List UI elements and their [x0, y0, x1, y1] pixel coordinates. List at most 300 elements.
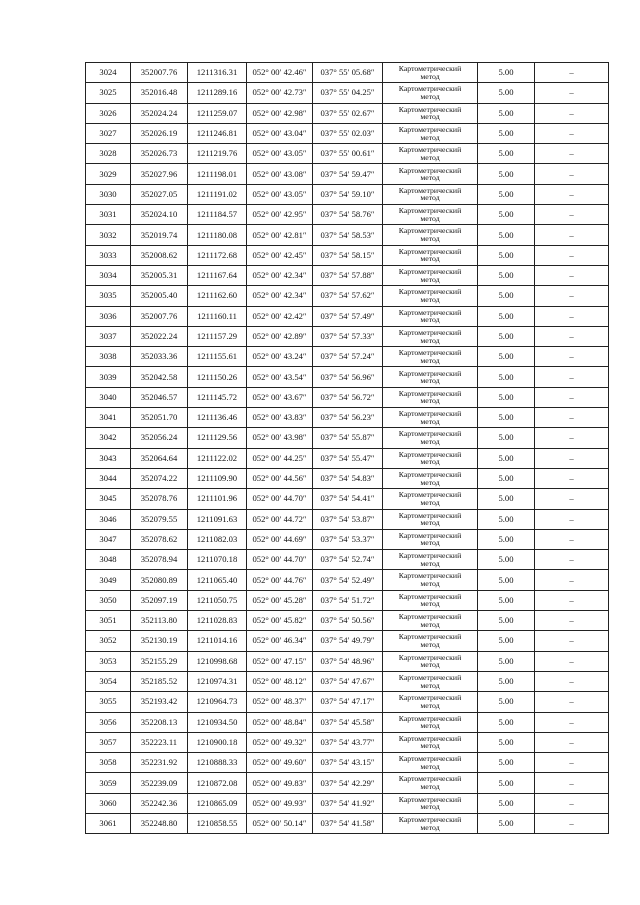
- note-cell: –: [535, 489, 609, 509]
- y-coordinate-cell: 1211014.16: [188, 631, 247, 651]
- method-line-2: метод: [420, 436, 440, 446]
- latitude-cell: 052° 00′ 49.60″: [247, 753, 313, 773]
- longitude-cell: 037° 55′ 02.67″: [313, 103, 383, 123]
- method-line-1: Картометрический: [398, 145, 462, 155]
- x-coordinate-cell: 352208.13: [131, 712, 188, 732]
- method-line-1: Картометрический: [398, 348, 462, 358]
- table-row: [86, 509, 609, 529]
- method-cell: [383, 184, 478, 204]
- latitude-cell: 052° 00′ 43.08″: [247, 164, 313, 184]
- longitude-cell: 037° 54′ 59.47″: [313, 164, 383, 184]
- x-coordinate-cell: 352079.55: [131, 509, 188, 529]
- method-line-2: метод: [420, 680, 440, 690]
- point-number-cell: 3059: [86, 773, 131, 793]
- method-line-1: Картометрический: [398, 469, 462, 479]
- accuracy-cell: 5.00: [478, 651, 535, 671]
- point-number-cell: 3031: [86, 205, 131, 225]
- point-number-cell: 3048: [86, 550, 131, 570]
- table-row: [86, 225, 609, 245]
- method-cell: [383, 773, 478, 793]
- longitude-cell: 037° 54′ 57.24″: [313, 347, 383, 367]
- accuracy-cell: 5.00: [478, 286, 535, 306]
- table-row: [86, 793, 609, 813]
- method-line-1: Картометрический: [398, 185, 462, 195]
- method-cell: [383, 671, 478, 691]
- point-number-cell: 3024: [86, 63, 131, 83]
- x-coordinate-cell: 352248.80: [131, 813, 188, 833]
- method-line-1: Картометрический: [398, 754, 462, 764]
- note-cell: –: [535, 468, 609, 488]
- latitude-cell: 052° 00′ 42.73″: [247, 83, 313, 103]
- x-coordinate-cell: 352231.92: [131, 753, 188, 773]
- method-line-2: метод: [420, 396, 440, 406]
- y-coordinate-cell: 1210934.50: [188, 712, 247, 732]
- method-line-1: Картометрический: [398, 530, 462, 540]
- method-line-2: метод: [420, 416, 440, 426]
- note-cell: –: [535, 306, 609, 326]
- x-coordinate-cell: 352016.48: [131, 83, 188, 103]
- table-row: [86, 306, 609, 326]
- table-row: [86, 123, 609, 143]
- y-coordinate-cell: 1211109.90: [188, 468, 247, 488]
- method-line-1: Картометрический: [398, 429, 462, 439]
- method-cell: [383, 529, 478, 549]
- table-row: [86, 387, 609, 407]
- method-line-2: метод: [420, 254, 440, 264]
- longitude-cell: 037° 54′ 57.49″: [313, 306, 383, 326]
- latitude-cell: 052° 00′ 44.25″: [247, 448, 313, 468]
- longitude-cell: 037° 54′ 51.72″: [313, 590, 383, 610]
- accuracy-cell: 5.00: [478, 245, 535, 265]
- x-coordinate-cell: 352078.94: [131, 550, 188, 570]
- method-line-2: метод: [420, 639, 440, 649]
- point-number-cell: 3042: [86, 428, 131, 448]
- y-coordinate-cell: 1210872.08: [188, 773, 247, 793]
- y-coordinate-cell: 1211145.72: [188, 387, 247, 407]
- accuracy-cell: 5.00: [478, 83, 535, 103]
- longitude-cell: 037° 54′ 41.58″: [313, 813, 383, 833]
- method-line-2: метод: [420, 761, 440, 771]
- coordinates-table-body: [86, 63, 609, 834]
- x-coordinate-cell: 352027.05: [131, 184, 188, 204]
- longitude-cell: 037° 54′ 42.29″: [313, 773, 383, 793]
- note-cell: –: [535, 164, 609, 184]
- y-coordinate-cell: 1211191.02: [188, 184, 247, 204]
- longitude-cell: 037° 54′ 48.96″: [313, 651, 383, 671]
- method-line-2: метод: [420, 782, 440, 792]
- point-number-cell: 3041: [86, 408, 131, 428]
- point-number-cell: 3036: [86, 306, 131, 326]
- latitude-cell: 052° 00′ 43.05″: [247, 144, 313, 164]
- table-row: [86, 164, 609, 184]
- method-line-2: метод: [420, 700, 440, 710]
- longitude-cell: 037° 54′ 47.17″: [313, 692, 383, 712]
- note-cell: –: [535, 692, 609, 712]
- table-row: [86, 103, 609, 123]
- y-coordinate-cell: 1211259.07: [188, 103, 247, 123]
- method-line-2: метод: [420, 355, 440, 365]
- x-coordinate-cell: 352239.09: [131, 773, 188, 793]
- longitude-cell: 037° 54′ 43.15″: [313, 753, 383, 773]
- point-number-cell: 3028: [86, 144, 131, 164]
- note-cell: –: [535, 793, 609, 813]
- note-cell: –: [535, 753, 609, 773]
- accuracy-cell: 5.00: [478, 793, 535, 813]
- method-cell: [383, 205, 478, 225]
- table-row: [86, 144, 609, 164]
- table-row: [86, 590, 609, 610]
- y-coordinate-cell: 1210888.33: [188, 753, 247, 773]
- accuracy-cell: 5.00: [478, 529, 535, 549]
- method-line-1: Картометрический: [398, 510, 462, 520]
- table-row: [86, 448, 609, 468]
- latitude-cell: 052° 00′ 48.37″: [247, 692, 313, 712]
- method-line-2: метод: [420, 457, 440, 467]
- method-line-2: метод: [420, 234, 440, 244]
- point-number-cell: 3040: [86, 387, 131, 407]
- method-cell: [383, 245, 478, 265]
- method-cell: [383, 489, 478, 509]
- y-coordinate-cell: 1210964.73: [188, 692, 247, 712]
- x-coordinate-cell: 352033.36: [131, 347, 188, 367]
- method-line-1: Картометрический: [398, 246, 462, 256]
- longitude-cell: 037° 54′ 41.92″: [313, 793, 383, 813]
- method-line-2: метод: [420, 376, 440, 386]
- latitude-cell: 052° 00′ 44.72″: [247, 509, 313, 529]
- method-line-2: метод: [420, 173, 440, 183]
- note-cell: –: [535, 144, 609, 164]
- accuracy-cell: 5.00: [478, 347, 535, 367]
- method-line-1: Картометрический: [398, 713, 462, 723]
- method-cell: [383, 306, 478, 326]
- latitude-cell: 052° 00′ 43.54″: [247, 367, 313, 387]
- note-cell: –: [535, 509, 609, 529]
- method-line-1: Картометрический: [398, 571, 462, 581]
- point-number-cell: 3055: [86, 692, 131, 712]
- x-coordinate-cell: 352113.80: [131, 611, 188, 631]
- x-coordinate-cell: 352242.36: [131, 793, 188, 813]
- note-cell: –: [535, 813, 609, 833]
- table-row: [86, 712, 609, 732]
- longitude-cell: 037° 54′ 58.53″: [313, 225, 383, 245]
- method-cell: [383, 103, 478, 123]
- method-line-1: Картометрический: [398, 287, 462, 297]
- note-cell: –: [535, 529, 609, 549]
- longitude-cell: 037° 54′ 55.87″: [313, 428, 383, 448]
- method-cell: [383, 428, 478, 448]
- method-line-2: метод: [420, 579, 440, 589]
- y-coordinate-cell: 1211150.26: [188, 367, 247, 387]
- method-line-1: Картометрический: [398, 693, 462, 703]
- accuracy-cell: 5.00: [478, 773, 535, 793]
- method-line-2: метод: [420, 132, 440, 142]
- table-row: [86, 468, 609, 488]
- method-line-1: Картометрический: [398, 652, 462, 662]
- latitude-cell: 052° 00′ 44.70″: [247, 489, 313, 509]
- latitude-cell: 052° 00′ 42.81″: [247, 225, 313, 245]
- accuracy-cell: 5.00: [478, 631, 535, 651]
- note-cell: –: [535, 63, 609, 83]
- x-coordinate-cell: 352005.40: [131, 286, 188, 306]
- table-row: [86, 489, 609, 509]
- longitude-cell: 037° 54′ 53.37″: [313, 529, 383, 549]
- y-coordinate-cell: 1210974.31: [188, 671, 247, 691]
- y-coordinate-cell: 1211028.83: [188, 611, 247, 631]
- latitude-cell: 052° 00′ 44.70″: [247, 550, 313, 570]
- method-line-1: Картометрический: [398, 327, 462, 337]
- longitude-cell: 037° 54′ 56.72″: [313, 387, 383, 407]
- latitude-cell: 052° 00′ 42.46″: [247, 63, 313, 83]
- method-cell: [383, 570, 478, 590]
- y-coordinate-cell: 1211316.31: [188, 63, 247, 83]
- x-coordinate-cell: 352155.29: [131, 651, 188, 671]
- note-cell: –: [535, 550, 609, 570]
- latitude-cell: 052° 00′ 47.15″: [247, 651, 313, 671]
- method-cell: [383, 611, 478, 631]
- note-cell: –: [535, 408, 609, 428]
- note-cell: –: [535, 611, 609, 631]
- point-number-cell: 3032: [86, 225, 131, 245]
- note-cell: –: [535, 732, 609, 752]
- table-row: [86, 732, 609, 752]
- point-number-cell: 3050: [86, 590, 131, 610]
- point-number-cell: 3039: [86, 367, 131, 387]
- method-line-2: метод: [420, 91, 440, 101]
- method-line-2: метод: [420, 152, 440, 162]
- y-coordinate-cell: 1210865.09: [188, 793, 247, 813]
- note-cell: –: [535, 651, 609, 671]
- longitude-cell: 037° 54′ 53.87″: [313, 509, 383, 529]
- latitude-cell: 052° 00′ 46.34″: [247, 631, 313, 651]
- method-line-2: метод: [420, 274, 440, 284]
- method-cell: [383, 712, 478, 732]
- longitude-cell: 037° 54′ 58.76″: [313, 205, 383, 225]
- note-cell: –: [535, 428, 609, 448]
- point-number-cell: 3030: [86, 184, 131, 204]
- accuracy-cell: 5.00: [478, 103, 535, 123]
- method-cell: [383, 590, 478, 610]
- table-row: [86, 550, 609, 570]
- latitude-cell: 052° 00′ 45.28″: [247, 590, 313, 610]
- longitude-cell: 037° 54′ 43.77″: [313, 732, 383, 752]
- x-coordinate-cell: 352019.74: [131, 225, 188, 245]
- method-line-1: Картометрический: [398, 64, 462, 74]
- latitude-cell: 052° 00′ 49.83″: [247, 773, 313, 793]
- method-line-1: Картометрический: [398, 794, 462, 804]
- method-cell: [383, 509, 478, 529]
- table-row: [86, 651, 609, 671]
- point-number-cell: 3054: [86, 671, 131, 691]
- x-coordinate-cell: 352064.64: [131, 448, 188, 468]
- accuracy-cell: 5.00: [478, 164, 535, 184]
- table-row: [86, 692, 609, 712]
- method-line-1: Картометрический: [398, 267, 462, 277]
- method-line-2: метод: [420, 315, 440, 325]
- accuracy-cell: 5.00: [478, 671, 535, 691]
- note-cell: –: [535, 773, 609, 793]
- method-line-1: Картометрический: [398, 632, 462, 642]
- method-line-1: Картометрический: [398, 591, 462, 601]
- accuracy-cell: 5.00: [478, 63, 535, 83]
- accuracy-cell: 5.00: [478, 144, 535, 164]
- y-coordinate-cell: 1211091.63: [188, 509, 247, 529]
- accuracy-cell: 5.00: [478, 570, 535, 590]
- table-row: [86, 347, 609, 367]
- x-coordinate-cell: 352024.10: [131, 205, 188, 225]
- point-number-cell: 3045: [86, 489, 131, 509]
- method-line-1: Картометрический: [398, 612, 462, 622]
- longitude-cell: 037° 54′ 54.83″: [313, 468, 383, 488]
- table-row: [86, 265, 609, 285]
- point-number-cell: 3060: [86, 793, 131, 813]
- latitude-cell: 052° 00′ 42.42″: [247, 306, 313, 326]
- table-row: [86, 184, 609, 204]
- point-number-cell: 3025: [86, 83, 131, 103]
- y-coordinate-cell: 1211162.60: [188, 286, 247, 306]
- latitude-cell: 052° 00′ 50.14″: [247, 813, 313, 833]
- point-number-cell: 3051: [86, 611, 131, 631]
- method-cell: [383, 408, 478, 428]
- longitude-cell: 037° 54′ 52.49″: [313, 570, 383, 590]
- table-row: [86, 773, 609, 793]
- longitude-cell: 037° 54′ 59.10″: [313, 184, 383, 204]
- point-number-cell: 3047: [86, 529, 131, 549]
- table-row: [86, 286, 609, 306]
- longitude-cell: 037° 54′ 54.41″: [313, 489, 383, 509]
- y-coordinate-cell: 1211184.57: [188, 205, 247, 225]
- latitude-cell: 052° 00′ 42.98″: [247, 103, 313, 123]
- method-cell: [383, 265, 478, 285]
- y-coordinate-cell: 1211180.08: [188, 225, 247, 245]
- x-coordinate-cell: 352080.89: [131, 570, 188, 590]
- method-cell: [383, 164, 478, 184]
- y-coordinate-cell: 1210900.18: [188, 732, 247, 752]
- table-row: [86, 205, 609, 225]
- method-cell: [383, 347, 478, 367]
- x-coordinate-cell: 352130.19: [131, 631, 188, 651]
- method-cell: [383, 123, 478, 143]
- y-coordinate-cell: 1211129.56: [188, 428, 247, 448]
- longitude-cell: 037° 54′ 57.62″: [313, 286, 383, 306]
- latitude-cell: 052° 00′ 42.34″: [247, 286, 313, 306]
- latitude-cell: 052° 00′ 49.93″: [247, 793, 313, 813]
- note-cell: –: [535, 448, 609, 468]
- method-cell: [383, 326, 478, 346]
- method-cell: [383, 367, 478, 387]
- point-number-cell: 3034: [86, 265, 131, 285]
- method-cell: [383, 732, 478, 752]
- method-line-2: метод: [420, 660, 440, 670]
- y-coordinate-cell: 1211289.16: [188, 83, 247, 103]
- table-row: [86, 326, 609, 346]
- table-row: [86, 753, 609, 773]
- longitude-cell: 037° 54′ 52.74″: [313, 550, 383, 570]
- latitude-cell: 052° 00′ 42.45″: [247, 245, 313, 265]
- point-number-cell: 3061: [86, 813, 131, 833]
- y-coordinate-cell: 1211065.40: [188, 570, 247, 590]
- method-line-2: метод: [420, 822, 440, 832]
- method-line-1: Картометрический: [398, 388, 462, 398]
- longitude-cell: 037° 55′ 05.68″: [313, 63, 383, 83]
- longitude-cell: 037° 54′ 55.47″: [313, 448, 383, 468]
- method-line-2: метод: [420, 721, 440, 731]
- x-coordinate-cell: 352193.42: [131, 692, 188, 712]
- table-row: [86, 63, 609, 83]
- accuracy-cell: 5.00: [478, 123, 535, 143]
- table-row: [86, 529, 609, 549]
- method-line-2: метод: [420, 294, 440, 304]
- accuracy-cell: 5.00: [478, 550, 535, 570]
- x-coordinate-cell: 352046.57: [131, 387, 188, 407]
- method-line-2: метод: [420, 538, 440, 548]
- accuracy-cell: 5.00: [478, 428, 535, 448]
- x-coordinate-cell: 352008.62: [131, 245, 188, 265]
- x-coordinate-cell: 352007.76: [131, 306, 188, 326]
- y-coordinate-cell: 1211101.96: [188, 489, 247, 509]
- method-line-2: метод: [420, 599, 440, 609]
- y-coordinate-cell: 1211050.75: [188, 590, 247, 610]
- table-row: [86, 428, 609, 448]
- accuracy-cell: 5.00: [478, 326, 535, 346]
- method-line-1: Картометрический: [398, 449, 462, 459]
- x-coordinate-cell: 352027.96: [131, 164, 188, 184]
- point-number-cell: 3057: [86, 732, 131, 752]
- x-coordinate-cell: 352078.76: [131, 489, 188, 509]
- method-line-2: метод: [420, 112, 440, 122]
- latitude-cell: 052° 00′ 44.56″: [247, 468, 313, 488]
- x-coordinate-cell: 352056.24: [131, 428, 188, 448]
- accuracy-cell: 5.00: [478, 265, 535, 285]
- method-line-2: метод: [420, 741, 440, 751]
- point-number-cell: 3053: [86, 651, 131, 671]
- point-number-cell: 3038: [86, 347, 131, 367]
- method-line-1: Картометрический: [398, 672, 462, 682]
- method-cell: [383, 286, 478, 306]
- longitude-cell: 037° 54′ 50.56″: [313, 611, 383, 631]
- point-number-cell: 3026: [86, 103, 131, 123]
- accuracy-cell: 5.00: [478, 753, 535, 773]
- longitude-cell: 037° 54′ 58.15″: [313, 245, 383, 265]
- method-line-1: Картометрический: [398, 307, 462, 317]
- note-cell: –: [535, 387, 609, 407]
- point-number-cell: 3043: [86, 448, 131, 468]
- method-line-1: Картометрический: [398, 368, 462, 378]
- latitude-cell: 052° 00′ 44.69″: [247, 529, 313, 549]
- method-cell: [383, 83, 478, 103]
- method-line-1: Картометрический: [398, 165, 462, 175]
- latitude-cell: 052° 00′ 43.04″: [247, 123, 313, 143]
- latitude-cell: 052° 00′ 43.05″: [247, 184, 313, 204]
- note-cell: –: [535, 712, 609, 732]
- method-line-2: метод: [420, 619, 440, 629]
- y-coordinate-cell: 1211082.03: [188, 529, 247, 549]
- note-cell: –: [535, 83, 609, 103]
- latitude-cell: 052° 00′ 43.67″: [247, 387, 313, 407]
- point-number-cell: 3033: [86, 245, 131, 265]
- method-line-2: метод: [420, 335, 440, 345]
- accuracy-cell: 5.00: [478, 225, 535, 245]
- x-coordinate-cell: 352051.70: [131, 408, 188, 428]
- longitude-cell: 037° 54′ 56.23″: [313, 408, 383, 428]
- point-number-cell: 3035: [86, 286, 131, 306]
- note-cell: –: [535, 265, 609, 285]
- x-coordinate-cell: 352022.24: [131, 326, 188, 346]
- table-row: [86, 408, 609, 428]
- note-cell: –: [535, 205, 609, 225]
- x-coordinate-cell: 352097.19: [131, 590, 188, 610]
- x-coordinate-cell: 352007.76: [131, 63, 188, 83]
- method-line-2: метод: [420, 497, 440, 507]
